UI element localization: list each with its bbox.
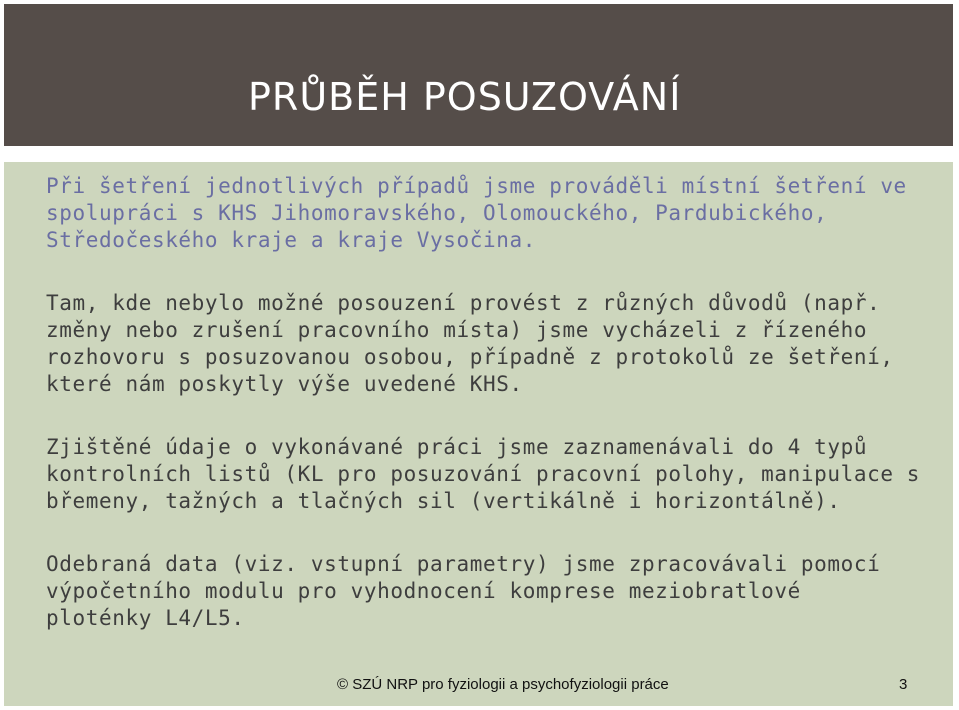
paragraph-line: Odebraná data (viz. vstupní parametry) jsme zpracovávali pomocí bbox=[46, 552, 881, 576]
paragraph-line: Tam, kde nebylo možné posouzení provést z různých důvodů (např. bbox=[46, 291, 881, 315]
paragraph-line: rozhovoru s posuzovanou osobou, případně z protokolů ze šetření, bbox=[46, 345, 894, 369]
paragraph-line: výpočetního modulu pro vyhodnocení komprese meziobratlové bbox=[46, 579, 801, 603]
paragraph-site-investigation bbox=[46, 173, 926, 254]
paragraph-interview bbox=[46, 290, 926, 398]
paragraph-line: spolupráci s KHS Jihomoravského, Olomouckého, Pardubického, bbox=[46, 201, 828, 225]
paragraph-line: Zjištěné údaje o vykonávané práci jsme zaznamenávali do 4 typů bbox=[46, 435, 868, 459]
paragraph-line: které nám poskytly výše uvedené KHS. bbox=[46, 372, 523, 396]
page-number: 3 bbox=[899, 676, 908, 693]
slide-title: PRŮBĚH POSUZOVÁNÍ bbox=[248, 75, 682, 119]
paragraph-line: ploténky L4/L5. bbox=[46, 606, 245, 630]
paragraph-data-processing bbox=[46, 551, 926, 632]
footer-copyright: © SZÚ NRP pro fyziologii a psychofyziologii práce bbox=[337, 676, 669, 693]
paragraph-line: Středočeského kraje a kraje Vysočina. bbox=[46, 228, 536, 252]
paragraph-line: břemeny, tažných a tlačných sil (vertikálně i horizontálně). bbox=[46, 489, 841, 513]
slide-body bbox=[46, 173, 926, 668]
paragraph-line: změny nebo zrušení pracovního místa) jsme vycházeli z řízeného bbox=[46, 318, 868, 342]
paragraph-line: kontrolních listů (KL pro posuzování pracovní polohy, manipulace s bbox=[46, 462, 921, 486]
paragraph-line: Při šetření jednotlivých případů jsme prováděli místní šetření ve bbox=[46, 174, 907, 198]
paragraph-checklists bbox=[46, 434, 926, 515]
